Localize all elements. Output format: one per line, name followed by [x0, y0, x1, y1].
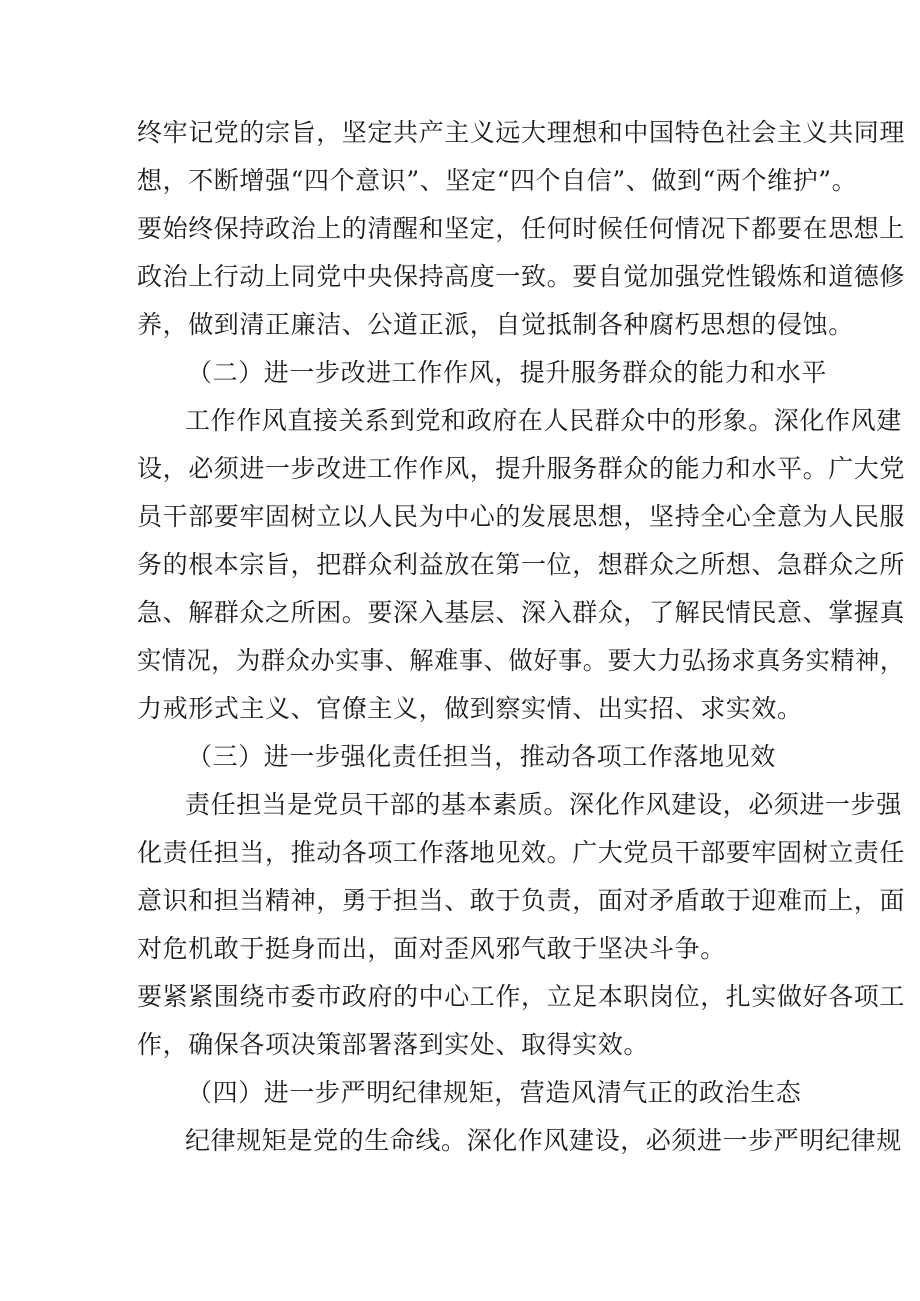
body-line: 要始终保持政治上的清醒和坚定，任何时候任何情况下都要在思想上: [137, 214, 906, 243]
body-line: 设，必须进一步改进工作作风，提升服务群众的能力和水平。广大党: [137, 454, 906, 483]
body-line: 终牢记党的宗旨，坚定共产主义远大理想和中国特色社会主义共同理: [137, 118, 906, 147]
body-line: 急、解群众之所困。要深入基层、深入群众，了解民情民意、掌握真: [137, 598, 906, 627]
body-line: 实情况，为群众办实事、解难事、做好事。要大力弘扬求真务实精神，: [137, 646, 905, 675]
body-line: 化责任担当，推动各项工作落地见效。广大党员干部要牢固树立责任: [137, 838, 906, 867]
body-line: 要紧紧围绕市委市政府的中心工作，立足本职岗位，扎实做好各项工: [137, 982, 906, 1011]
section-heading-2: （二）进一步改进工作作风，提升服务群众的能力和水平: [187, 358, 828, 387]
paragraph-start-line: 纪律规矩是党的生命线。深化作风建设，必须进一步严明纪律规: [185, 1126, 902, 1155]
paragraph-start-line: 工作作风直接关系到党和政府在人民群众中的形象。深化作风建: [185, 406, 902, 435]
paragraph-start-line: 责任担当是党员干部的基本素质。深化作风建设，必须进一步强: [185, 790, 902, 819]
body-line: 政治上行动上同党中央保持高度一致。要自觉加强党性锻炼和道德修: [137, 262, 906, 291]
body-line: 务的根本宗旨，把群众利益放在第一位，想群众之所想、急群众之所: [137, 550, 906, 579]
section-heading-3: （三）进一步强化责任担当，推动各项工作落地见效: [187, 742, 776, 771]
body-line: 员干部要牢固树立以人民为中心的发展思想，坚持全心全意为人民服: [137, 502, 906, 531]
body-line: 意识和担当精神，勇于担当、敢于负责，面对矛盾敢于迎难而上，面: [137, 886, 906, 915]
section-heading-4: （四）进一步严明纪律规矩，营造风清气正的政治生态: [187, 1078, 802, 1107]
body-line: 想，不断增强“四个意识”、坚定“四个自信”、做到“两个维护”。: [137, 166, 858, 195]
body-line: 力戒形式主义、官僚主义，做到察实情、出实招、求实效。: [137, 694, 803, 723]
body-line: 对危机敢于挺身而出，面对歪风邪气敢于坚决斗争。: [137, 934, 726, 963]
body-line: 养，做到清正廉洁、公道正派，自觉抵制各种腐朽思想的侵蚀。: [137, 310, 854, 339]
body-line: 作，确保各项决策部署落到实处、取得实效。: [137, 1030, 650, 1059]
